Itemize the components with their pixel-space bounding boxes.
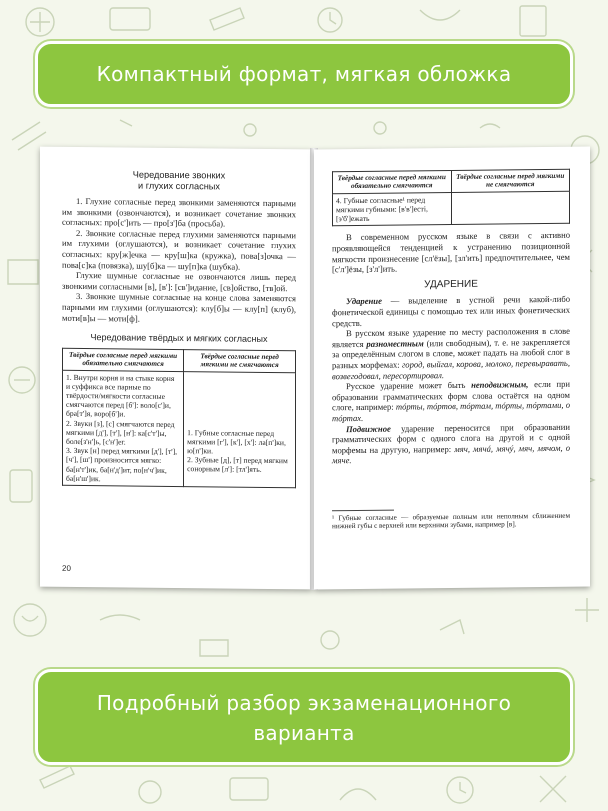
top-banner	[35, 41, 573, 107]
open-book	[40, 148, 590, 593]
cell-line: 2. Зубные [д], [т] перед мягким сонорным [л']: [тл']ять.	[187, 455, 288, 475]
page-number: 20	[62, 564, 71, 574]
section-title: УДАРЕНИЕ	[424, 278, 478, 291]
table-cell	[63, 370, 184, 487]
term: Подвижное	[346, 423, 391, 434]
cell-line: 2. Звуки [з], [с] смягчаются перед мягкими [д'], [т'], [н']: ка[с'т']ы, боле[з'н']ь, [с'н']ег.	[66, 418, 175, 447]
footnote: ¹ Губные согласные — образуемые полным или неполным сближением нижней губы с верхней или верхними зубами, например [в].	[332, 511, 570, 531]
examples: город, выйгал, корова, молоко, перевыравать, возвегодовал, пересортировал.	[332, 357, 570, 381]
consonants-table	[62, 348, 296, 489]
term: разноместным	[366, 338, 424, 349]
cell-line: 1. Губные согласные перед мягкими [г'], [к'], [х']: ла[п']ки, ю[п']ки.	[187, 427, 286, 456]
left-page	[40, 147, 312, 590]
examples: тóрты, тóртов, тóртам, тóрты, тóртами, о тóртах.	[332, 400, 571, 424]
paragraph-mobile-stress: Подвижное ударение переносится при образовании грамматических форм с одного слога на другой и с одной морфемы на другую, например: мяч, мячá, мячý, мяч, мячом, о мяче.	[332, 421, 570, 466]
paragraph: Глухие шумные согласные не озвончаются лишь перед звонкими согласными [в], [в']: [св']идание, [св]ойство, [тв]ой.	[62, 270, 296, 293]
bottom-banner-line: Подробный разбор экзаменационного	[96, 691, 512, 715]
top-banner-text: Компактный формат, мягкая обложка	[96, 62, 512, 86]
table-cell	[451, 191, 570, 225]
table-header: Твёрдые согласные перед мягкими не смягчаются	[184, 349, 296, 372]
paragraph-free-stress: В русском языке ударение по месту расположения в слове является разноместным (или свободным), т. е. не закрепляется за определённым слогом в слове, может падать на любой слог в разных морфемах: город, выйгал, корова, молоко, перевыравать, возвегодовал, пересортировал.	[332, 325, 571, 381]
paragraph: 1. Глухие согласные перед звонкими заменяются парными им звонкими (озвончаются), и возникает сочетание звонких согласных: про[с']ить — про[з']ба (просьба).	[62, 195, 296, 229]
examples: мяч, мячá, мячý, мяч, мячом, о мяче.	[332, 442, 570, 466]
table-cell	[184, 371, 296, 488]
paragraph: В современном русском языке в связи с активно проявляющейся тенденцией к устранению позиционной мягкости произнесение [сл'ёзы], [зл'ить] предпочтительнее, чем [с'л']ёзы, [з'л']ить.	[332, 230, 570, 275]
footnote-divider	[332, 509, 394, 511]
table-cell: 4. Губные согласные¹ перед мягкими губными: [в'в']есті, [э'б']ежать	[333, 192, 452, 226]
term: Ударение	[346, 296, 382, 307]
bottom-banner-line: варианта	[253, 721, 355, 745]
table-title: Чередование твёрдых и мягких согласных	[90, 332, 268, 345]
table-header: Твёрдые согласные перед мягкими обязательно смягчаются	[333, 171, 452, 194]
cell-line: 1. Внутри корня и на стыке корня и суффикса все парные по твёрдости/мягкости согласные смягчаются перед [б']: воло[с']и, бра[т']я, воро[б']и.	[66, 372, 175, 419]
left-page-title: Чередование звонких и глухих согласных	[132, 169, 226, 192]
paragraph: 3. Звонкие шумные согласные на конце слова заменяются парными им глухими (оглушаются): клу[б]ы — клу[п] (клуб), моти[в]ы — моти[ф].	[62, 291, 296, 324]
cell-line: 3. Звук [н] перед мягкими [д'], [т'], [ч'], [ш'] произносится мягко: ба[н'т']ик, ба[н'д']ит, по[н'ч']ик, ба[н'ш']ик.	[66, 446, 178, 483]
consonants-table-continued	[332, 169, 570, 227]
table-header: Твёрдые согласные перед мягкими обязательно смягчаются	[63, 348, 184, 371]
paragraph: 2. Звонкие согласные перед глухими заменяются парными им глухими (оглушаются), и возникает сочетание глухих согласных: кру[ж]ечка — кру[ш]ка (кружка), пова[з]очка — пова[с]ка (повязка), шу[б]ка — шу[п]ка (шубка).	[62, 227, 296, 272]
right-page	[314, 147, 590, 590]
table-header: Твёрдые согласные перед мягкими не смягчаются	[451, 169, 570, 192]
paragraph-stress: Ударение — выделение в устной речи какой-либо фонетической единицы с помощью тех или иных фонетических средств.	[332, 294, 570, 328]
term: неподвижным,	[471, 379, 529, 390]
bottom-banner	[35, 669, 573, 765]
paragraph-fixed-stress: Русское ударение может быть неподвижным, если при образовании грамматических форм слова остаётся на одном слоге, например: тóрты, тóртов, тóртам, тóрты, тóртами, о тóртах.	[332, 378, 571, 424]
